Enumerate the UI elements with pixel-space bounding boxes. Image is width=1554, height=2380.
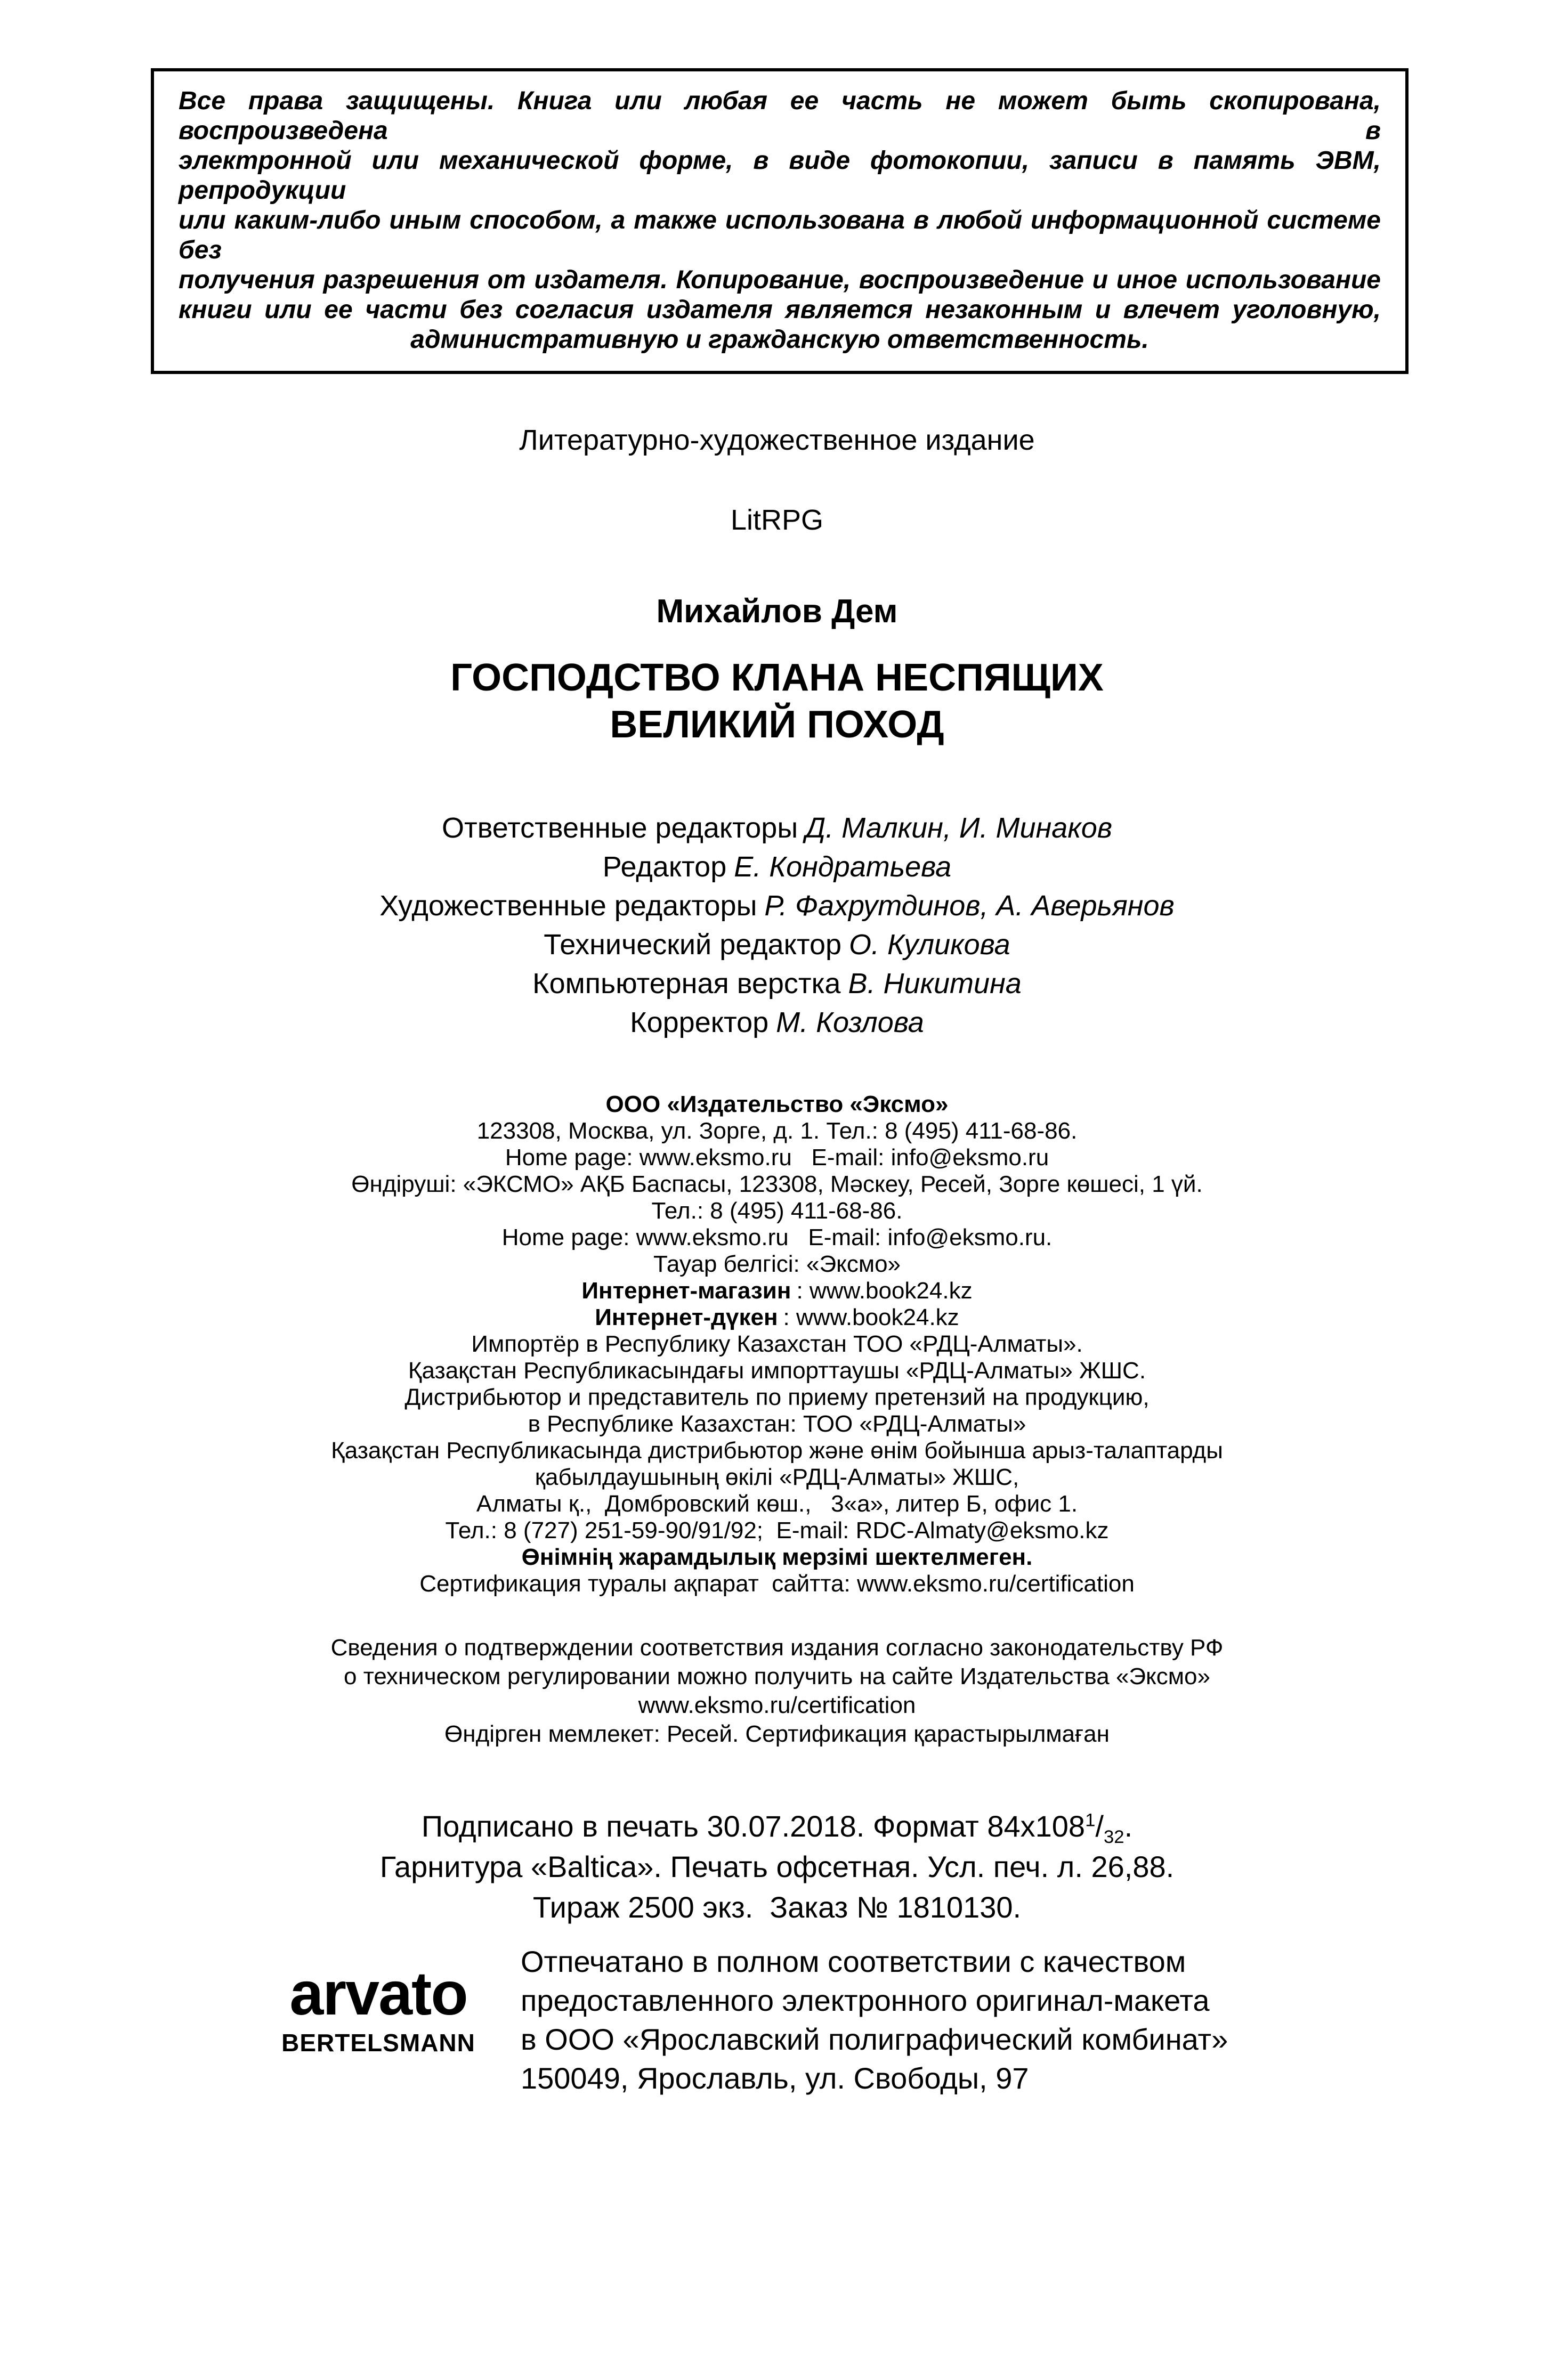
publisher-trademark: Тауар белгісі: «Эксмо» <box>653 1251 901 1277</box>
staff-line <box>0 925 1554 964</box>
shelf-life-note: Өнімнің жарамдылық мерзімі шектелмеген. <box>521 1544 1033 1570</box>
format-fraction-slash: / <box>1095 1809 1104 1843</box>
publisher-homepage-kz: Home page: www.eksmo.ru E-mail: info@eksmo.ru. <box>501 1224 1053 1250</box>
staff-role: Компьютерная верстка <box>532 968 841 1000</box>
format-fraction-numerator: 1 <box>1085 1810 1096 1831</box>
editorial-staff-block <box>0 809 1554 1042</box>
staff-name: Р. Фахрутдинов, А. Аверьянов <box>764 890 1175 922</box>
distributor-kz-line-2: қабылдаушының өкілі «РДЦ-Алматы» ЖШС, <box>535 1464 1019 1490</box>
copyright-line: получения разрешения от издателя. Копирование, воспроизведение и иное использование <box>179 266 1381 294</box>
arvato-logo-text: arvato <box>289 1960 467 2028</box>
almaty-phone: Тел.: 8 (727) 251-59-90/91/92; E-mail: RDC-Almaty@eksmo.kz <box>445 1517 1109 1544</box>
importer-kz: Қазақстан Республикасындағы импорттаушы «РДЦ-Алматы» ЖШС. <box>408 1358 1146 1384</box>
copyright-line: административную и гражданскую ответственность. <box>410 326 1149 354</box>
country-of-origin-note: Өндірген мемлекет: Ресей. Сертификация қарастырылмаған <box>444 1721 1110 1747</box>
typeface-line: Гарнитура «Baltica». Печать офсетная. Усл. печ. л. 26,88. <box>379 1850 1175 1883</box>
online-store-kz <box>0 1304 1554 1331</box>
publisher-producer-kz: Өндіруші: «ЭКСМО» АҚБ Баспасы, 123308, Мәскеу, Ресей, Зорге көшесі, 1 үй. <box>351 1171 1203 1197</box>
conformity-line-2: о техническом регулировании можно получить на сайте Издательства «Эксмо» <box>344 1663 1210 1689</box>
staff-line <box>0 809 1554 848</box>
book-title-line-1: ГОСПОДСТВО КЛАНА НЕСПЯЩИХ <box>450 656 1104 699</box>
staff-name: В. Никитина <box>848 968 1022 1000</box>
staff-name: О. Куликова <box>849 929 1010 961</box>
staff-name: М. Козлова <box>776 1006 924 1038</box>
publisher-info-block <box>0 1091 1554 1597</box>
conformity-info-block <box>0 1634 1554 1749</box>
distributor-ru-line-1: Дистрибьютор и представитель по приему претензий на продукцию, <box>404 1384 1150 1410</box>
format-period: . <box>1124 1809 1133 1843</box>
book-title-line-2: ВЕЛИКИЙ ПОХОД <box>610 703 944 746</box>
staff-role: Редактор <box>602 851 727 883</box>
staff-role: Технический редактор <box>544 929 842 961</box>
conformity-line-1: Сведения о подтверждении соответствия издания согласно законодательству РФ <box>330 1635 1224 1661</box>
online-store-ru-url: : www.book24.kz <box>796 1278 973 1304</box>
printing-house-line-2: предоставленного электронного оригинал-макета <box>521 1984 1210 2017</box>
print-imprint-block <box>0 1806 1554 1928</box>
copyright-notice-box <box>151 68 1409 374</box>
staff-name: Д. Малкин, И. Минаков <box>805 812 1113 844</box>
copyright-line: книги или ее части без согласия издателя является незаконным и влечет уголовную, <box>179 296 1381 324</box>
online-store-ru <box>0 1278 1554 1304</box>
print-run-line: Тираж 2500 экз. Заказ № 1810130. <box>532 1890 1022 1924</box>
copyright-line: или каким-либо иным способом, а также использована в любой информационной системе без <box>179 206 1381 264</box>
book-title <box>0 654 1554 748</box>
copyright-line: электронной или механической форме, в виде фотокопии, записи в память ЭВМ, репродукции <box>179 147 1381 205</box>
online-store-kz-url: : www.book24.kz <box>783 1304 959 1330</box>
arvato-bertelsmann-logo <box>269 1960 488 2057</box>
printing-house-line-3: в ООО «Ярославский полиграфический комбинат» <box>521 2022 1228 2056</box>
almaty-address: Алматы қ., Домбровский көш., 3«а», литер Б, офис 1. <box>476 1491 1078 1517</box>
signed-to-print-text: Подписано в печать 30.07.2018. Формат 84х108 <box>421 1809 1086 1843</box>
distributor-ru-line-2: в Республике Казахстан: ТОО «РДЦ-Алматы» <box>528 1411 1026 1437</box>
printing-house-block <box>269 1942 1228 2098</box>
printing-house-line-1: Отпечатано в полном соответствии с качеством <box>521 1945 1186 1978</box>
copyright-line: Все права защищены. Книга или любая ее часть не может быть скопирована, воспроизведена в <box>179 87 1381 145</box>
author-name: Михайлов Дем <box>656 593 898 630</box>
printing-house-info <box>521 1942 1228 2098</box>
staff-role: Корректор <box>630 1006 769 1038</box>
staff-line <box>0 848 1554 887</box>
distributor-kz-line-1: Қазақстан Республикасында дистрибьютор және өнім бойынша арыз-талаптарды <box>331 1437 1223 1464</box>
staff-line <box>0 1003 1554 1042</box>
signed-to-print-line <box>0 1806 1554 1847</box>
certification-info-kz: Сертификация туралы ақпарат сайтта: www.eksmo.ru/certification <box>419 1571 1135 1597</box>
bertelsmann-logo-text: BERTELSMANN <box>281 2029 475 2057</box>
format-fraction-denominator: 32 <box>1103 1827 1124 1848</box>
publisher-homepage: Home page: www.eksmo.ru E-mail: info@eksmo.ru <box>505 1144 1049 1171</box>
staff-line <box>0 887 1554 925</box>
online-store-ru-label: Интернет-магазин <box>581 1278 791 1304</box>
staff-role: Ответственные редакторы <box>441 812 798 844</box>
certification-url: www.eksmo.ru/certification <box>638 1692 916 1718</box>
publisher-phone-kz: Тел.: 8 (495) 411-68-86. <box>651 1198 903 1224</box>
edition-type-label: Литературно-художественное издание <box>519 424 1035 456</box>
printing-house-line-4: 150049, Ярославль, ул. Свободы, 97 <box>521 2061 1029 2095</box>
staff-role: Художественные редакторы <box>379 890 757 922</box>
publisher-address: 123308, Москва, ул. Зорге, д. 1. Тел.: 8 (495) 411-68-86. <box>476 1118 1078 1144</box>
importer-ru: Импортёр в Республику Казахстан ТОО «РДЦ-Алматы». <box>471 1331 1083 1357</box>
publisher-name: ООО «Издательство «Эксмо» <box>605 1091 949 1117</box>
online-store-kz-label: Интернет-дүкен <box>595 1304 778 1330</box>
staff-name: Е. Кондратьева <box>734 851 952 883</box>
series-label: LitRPG <box>730 504 824 536</box>
staff-line <box>0 964 1554 1003</box>
